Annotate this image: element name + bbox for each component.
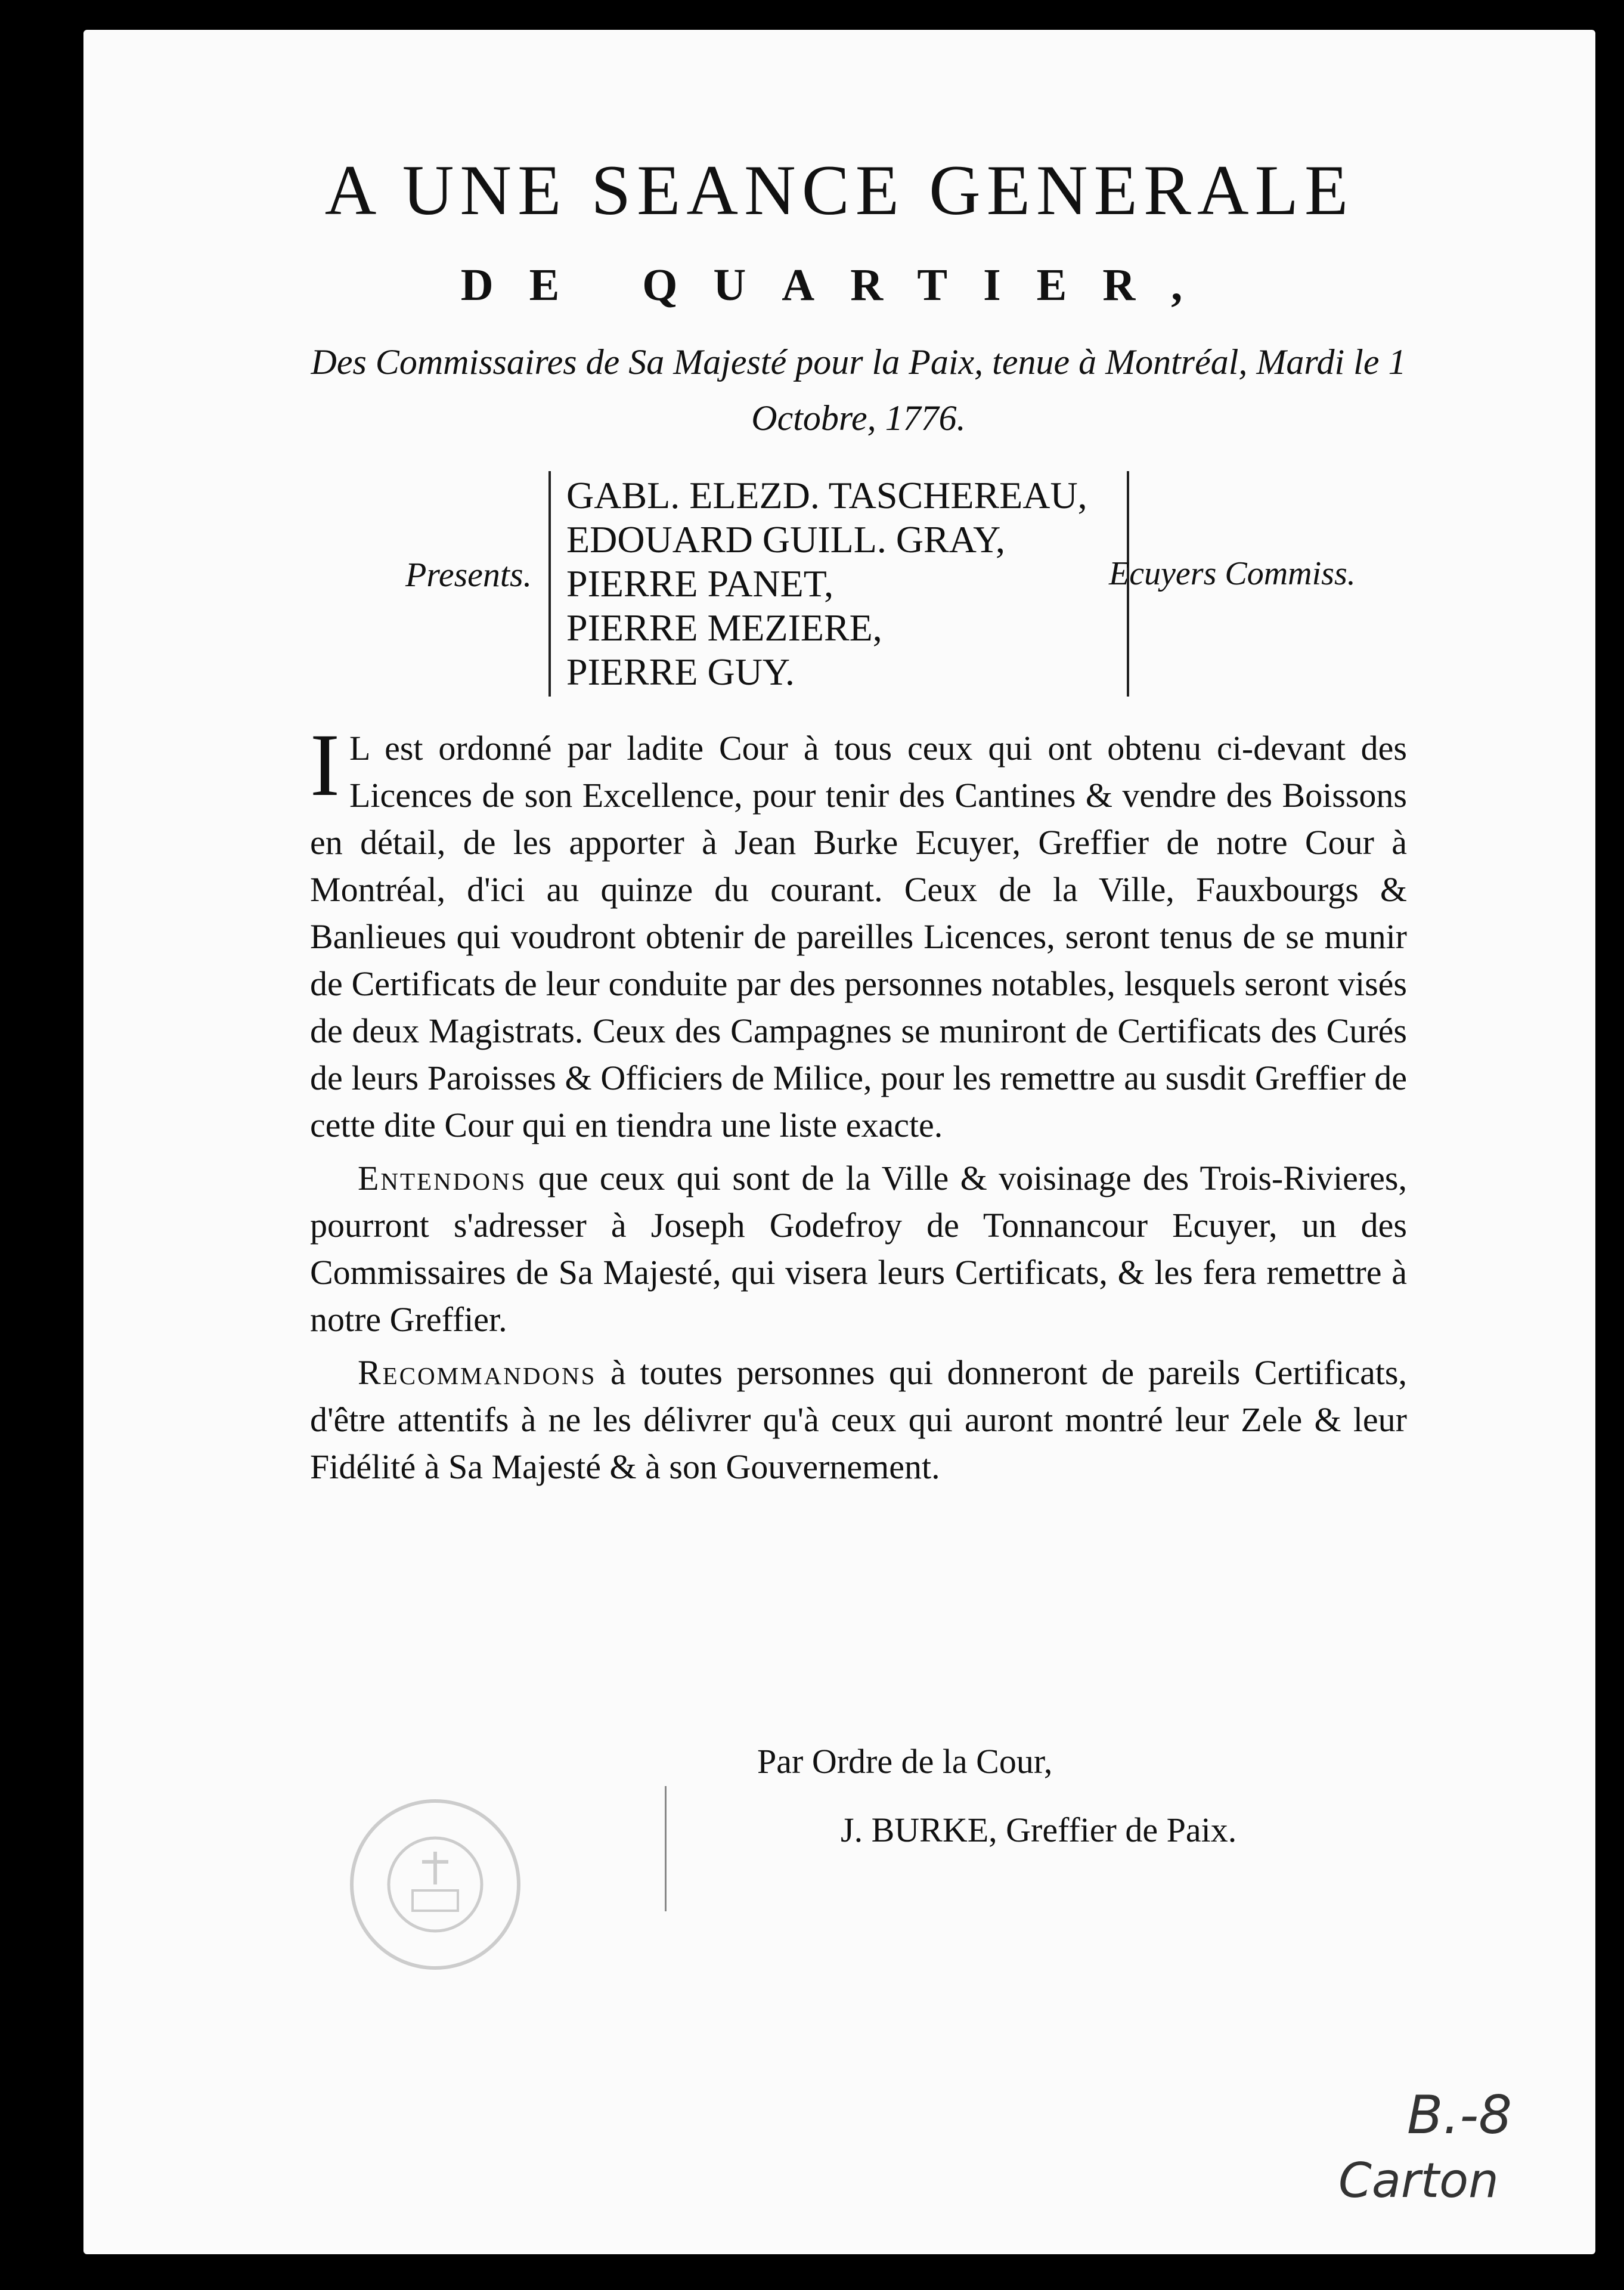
- paragraph-3-text: à toutes personnes qui donneront de pareils Certificats, d'être attentifs à ne les délivrer qu'à ceux qui auront montré leur Zele & leur Fidélité à Sa Majesté & à son Gouvernement.: [310, 1353, 1407, 1486]
- paragraph-1-text: L est ordonné par ladite Cour à tous ceux qui ont obtenu ci-devant des Licences de son Excellence, pour tenir des Cantines & vendre des Boissons en détail, de les apporter à Jean Burke Ecuyer, Greffier de notre Cour à Montréal, d'ici au quinze du courant. Ceux de la Ville, Fauxbourgs & Banlieues qui voudront obtenir de pareilles Licences, seront tenus de se munir de Certificats de leur conduite par des personnes notables, lesquels seront visés de deux Magistrats. Ceux des Campagnes se muniront de Certificats des Curés de leurs Paroisses & Officiers de Milice, pour les remettre au susdit Greffier de cette dite Cour qui en tiendra une liste exacte.: [310, 729, 1407, 1144]
- paragraph-3-lead: Recommandons: [358, 1353, 597, 1392]
- shelfmark: B.-8: [1407, 2084, 1513, 2146]
- document-subtitle: DE QUARTIER,: [460, 260, 1219, 310]
- drop-cap: I: [310, 716, 340, 815]
- stamp-mark: [665, 1786, 667, 1911]
- member-name: PIERRE GUY.: [566, 651, 795, 693]
- session-line: Des Commissaires de Sa Majesté pour la Paix, tenue à Montréal, Mardi le 1 Octobre, 1776.: [311, 342, 1406, 438]
- members-list: [548, 471, 1129, 697]
- member-name: EDOUARD GUILL. GRAY,: [566, 518, 1006, 561]
- members-title: Ecuyers Commiss.: [1109, 555, 1356, 592]
- ordinance-body: [310, 716, 1408, 1490]
- signature-line: J. BURKE, Greffier de Paix.: [841, 1811, 1237, 1849]
- member-name: PIERRE PANET,: [566, 562, 834, 605]
- paragraph-3: [310, 1349, 1407, 1490]
- paragraph-2-lead: Entendons: [358, 1159, 527, 1197]
- member-name: PIERRE MEZIERE,: [566, 606, 882, 649]
- paragraph-2-text: que ceux qui sont de la Ville & voisinage des Trois-Rivieres, pourront s'adresser à Joseph Godefroy de Tonnancour Ecuyer, un des Commissaires de Sa Majesté, qui visera leurs Certificats, & les fera remettre à notre Greffier.: [310, 1159, 1408, 1339]
- presents-label: Presents.: [405, 555, 532, 594]
- paragraph-2: [310, 1155, 1407, 1343]
- library-stamp-icon: [346, 1795, 525, 1974]
- document-title: A UNE SEANCE GENERALE: [324, 150, 1355, 230]
- shelfmark-note: Carton: [1338, 2153, 1499, 2208]
- order-line: Par Ordre de la Cour,: [757, 1742, 1053, 1781]
- member-name: GABL. ELEZD. TASCHEREAU,: [566, 474, 1087, 516]
- document-page: [83, 30, 1595, 2254]
- paragraph-1: [310, 716, 1407, 1149]
